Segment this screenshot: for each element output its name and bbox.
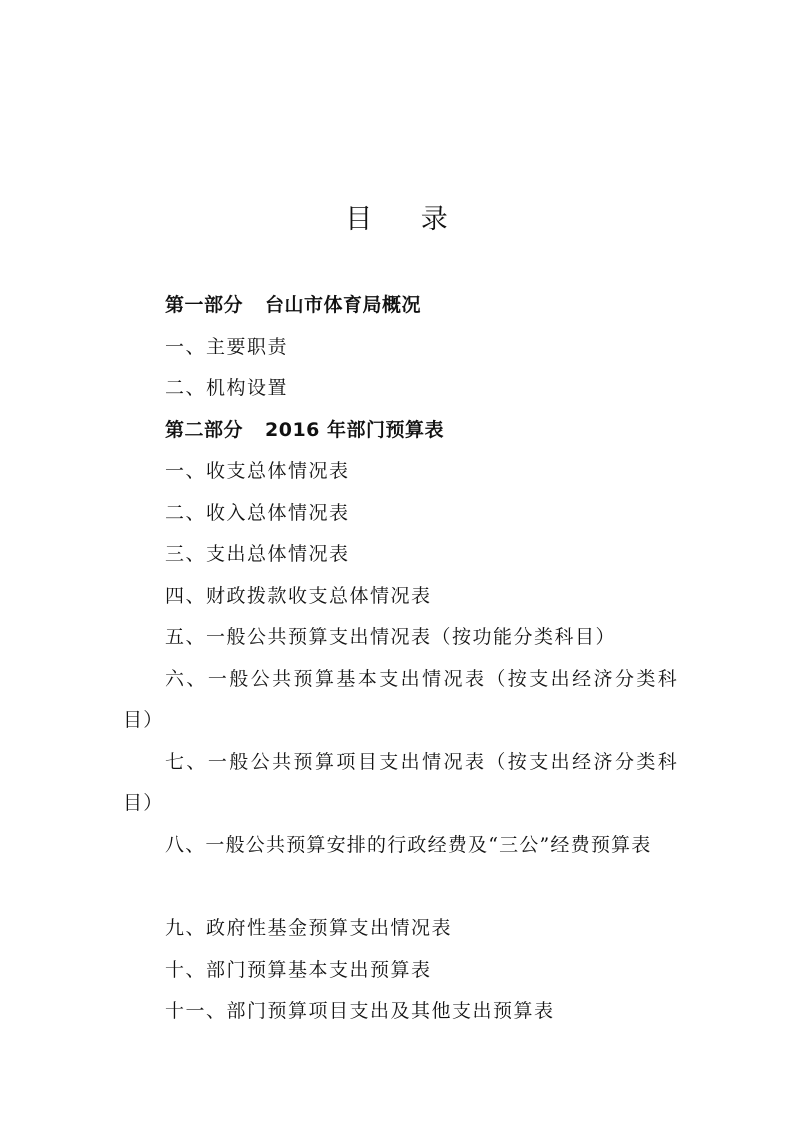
toc-item-9: 九、政府性基金预算支出情况表 [165, 917, 453, 939]
toc-item-3: 三、支出总体情况表 [165, 543, 350, 565]
toc-item-5: 五、一般公共预算支出情况表（按功能分类科目） [165, 626, 617, 648]
toc-item-4: 四、财政拨款收支总体情况表 [165, 585, 432, 607]
toc-item-7: 七、一般公共预算项目支出情况表（按支出经济分类科目） [123, 751, 678, 814]
toc-item-duties: 一、主要职责 [165, 336, 289, 358]
toc-item-10: 十、部门预算基本支出预算表 [165, 959, 432, 981]
toc-item-1: 一、收支总体情况表 [165, 460, 350, 482]
part2-heading [165, 417, 444, 443]
toc-title: 目 录 [345, 204, 468, 235]
part1-label: 第一部分 [165, 294, 244, 316]
toc-item-6: 六、一般公共预算基本支出情况表（按支出经济分类科目） [123, 668, 678, 731]
toc-item-8: 八、一般公共预算安排的行政经费及“三公”经费预算表 [165, 834, 652, 856]
toc-item-11: 十一、部门预算项目支出及其他支出预算表 [165, 1000, 555, 1022]
part1-heading [165, 292, 421, 318]
toc-item-structure: 二、机构设置 [165, 377, 289, 399]
part2-label: 第二部分 [165, 419, 244, 441]
toc-item-2: 二、收入总体情况表 [165, 502, 350, 524]
part2-title: 2016 年部门预算表 [265, 419, 445, 441]
part1-title: 台山市体育局概况 [265, 294, 422, 316]
